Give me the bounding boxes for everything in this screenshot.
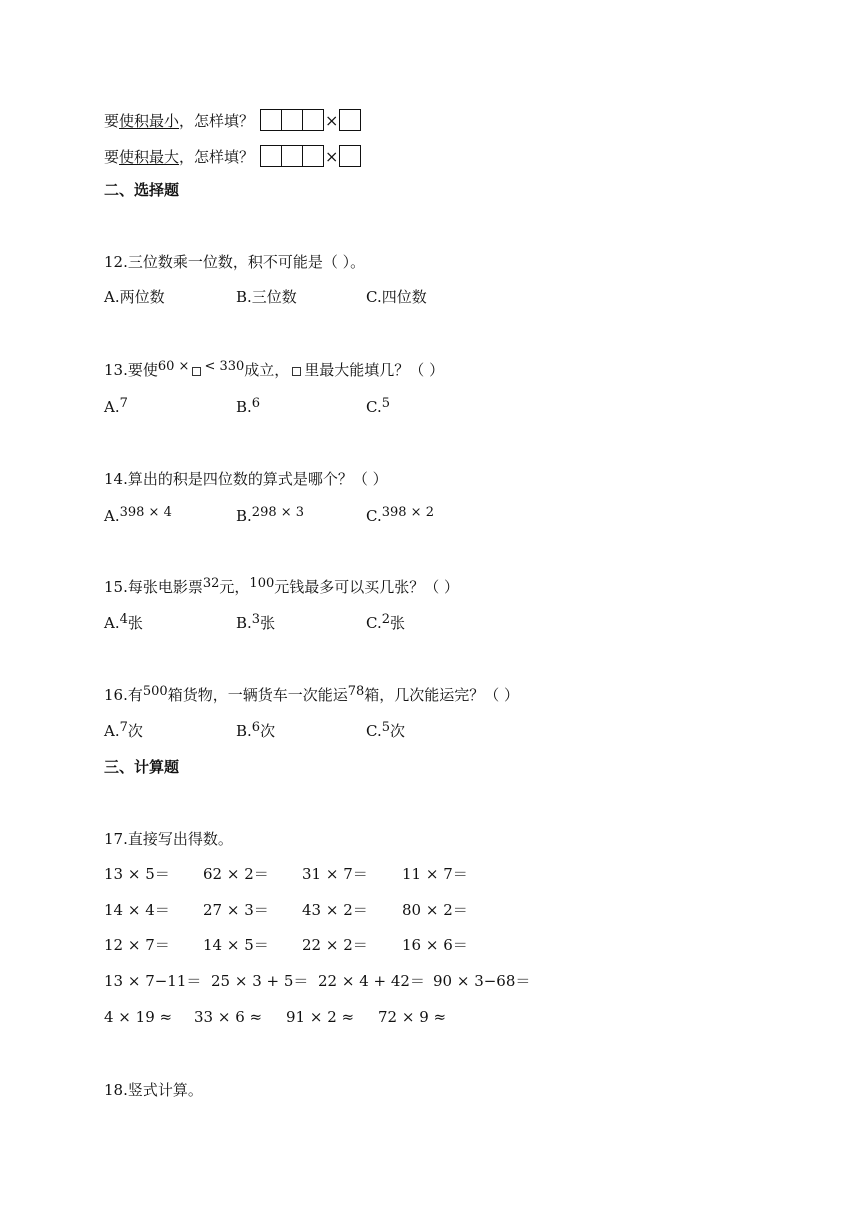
q15-number: 32 (202, 576, 220, 591)
q12-stem: 12.三位数乘一位数，积不可能是（ ）。 (104, 253, 366, 271)
option-letter: B. (236, 614, 252, 632)
calc-item: 91 × 2 ≈ (286, 1008, 355, 1026)
q13-expr2: < 330 (204, 359, 245, 374)
digit-box[interactable] (260, 145, 282, 167)
option-letter: A. (104, 398, 120, 416)
digit-box[interactable] (281, 109, 303, 131)
q15-option-b[interactable] (236, 612, 276, 632)
option-value: 4 (119, 612, 128, 627)
times-sign: × (325, 146, 339, 166)
option-unit: 张 (390, 614, 406, 632)
digit-box[interactable] (281, 145, 303, 167)
fill-row-max (104, 145, 361, 167)
q16-option-c[interactable] (366, 720, 406, 740)
q15-option-a[interactable] (104, 612, 143, 632)
calc-item: 31 × 7＝ (302, 865, 368, 883)
q16-stem (104, 684, 520, 704)
option-unit: 张 (127, 614, 143, 632)
q13-option-b[interactable] (236, 396, 261, 416)
calc-item: 43 × 2＝ (302, 901, 368, 919)
q12-option-a[interactable]: A.两位数 (104, 288, 165, 306)
option-value: 398 × 2 (381, 505, 434, 520)
q13-option-a[interactable] (104, 396, 128, 416)
three-digit-boxes[interactable] (260, 145, 324, 167)
calc-item: 25 × 3 + 5＝ (211, 972, 309, 990)
q16-option-a[interactable] (104, 720, 143, 740)
q12-option-b[interactable]: B.三位数 (236, 288, 297, 306)
fill-row-min (104, 109, 361, 131)
digit-box[interactable] (302, 109, 324, 131)
option-letter: A. (104, 722, 120, 740)
option-value: 6 (251, 720, 261, 735)
option-value: 2 (381, 612, 390, 627)
option-value: 3 (251, 612, 261, 627)
q13-pre: 13.要使 (104, 361, 158, 379)
three-digit-boxes[interactable] (260, 109, 324, 131)
calc-item: 22 × 4 + 42＝ (318, 972, 425, 990)
option-value: 298 × 3 (251, 505, 305, 520)
option-value: 398 × 4 (119, 505, 172, 520)
option-letter: A. (104, 507, 120, 525)
section-heading-choice: 二、选择题 (104, 181, 180, 199)
option-letter: B. (236, 507, 252, 525)
option-unit: 次 (260, 722, 276, 740)
calc-item: 13 × 7−11＝ (104, 972, 202, 990)
fill-prefix: 要 (104, 111, 120, 130)
one-digit-box[interactable] (339, 109, 361, 131)
fill-underlined: 使积最大 (119, 147, 180, 166)
q16-text: 箱货物，一辆货车一次能运 (167, 686, 348, 704)
q15-text: 15.每张电影票 (104, 578, 203, 596)
q13-post: 成立， (244, 361, 290, 379)
option-unit: 张 (260, 614, 276, 632)
calc-item: 27 × 3＝ (203, 901, 269, 919)
calc-item: 22 × 2＝ (302, 936, 368, 954)
q13-expr1: 60 × (157, 359, 190, 374)
q14-option-c[interactable] (366, 505, 434, 525)
option-value: 7 (119, 720, 128, 735)
fill-suffix: ，怎样填？ (179, 147, 255, 166)
option-value: 7 (119, 396, 128, 411)
q13-stem (104, 359, 445, 379)
digit-box[interactable] (260, 109, 282, 131)
option-unit: 次 (127, 722, 143, 740)
calc-item: 16 × 6＝ (402, 936, 468, 954)
option-letter: B. (236, 722, 252, 740)
option-value: 5 (381, 396, 390, 411)
q16-number: 78 (347, 684, 365, 699)
digit-box[interactable] (339, 145, 361, 167)
calc-item: 72 × 9 ≈ (378, 1008, 447, 1026)
calc-item: 13 × 5＝ (104, 865, 170, 883)
fill-prefix: 要 (104, 147, 120, 166)
calc-item: 4 × 19 ≈ (104, 1008, 173, 1026)
fill-suffix: ，怎样填？ (179, 111, 255, 130)
q15-number: 100 (249, 576, 275, 591)
calc-item: 80 × 2＝ (402, 901, 468, 919)
calc-item: 14 × 5＝ (203, 936, 269, 954)
option-letter: B. (236, 398, 252, 416)
section-heading-calc: 三、计算题 (104, 758, 180, 776)
q14-stem: 14.算出的积是四位数的算式是哪个？（ ） (104, 470, 388, 488)
q16-text: 箱，几次能运完？（ ） (364, 686, 520, 704)
q15-text: 元钱最多可以买几张？（ ） (274, 578, 460, 596)
q14-option-b[interactable] (236, 505, 305, 525)
calc-item: 33 × 6 ≈ (194, 1008, 263, 1026)
q14-option-a[interactable] (104, 505, 172, 525)
blank-box-icon (192, 367, 201, 376)
q13-option-c[interactable] (366, 396, 390, 416)
option-letter: C. (366, 722, 382, 740)
option-letter: C. (366, 507, 382, 525)
option-letter: C. (366, 398, 382, 416)
times-sign: × (325, 110, 339, 130)
q15-text: 元， (219, 578, 250, 596)
q13-post2: 里最大能填几？（ ） (304, 361, 445, 379)
calc-item: 90 × 3−68＝ (433, 972, 531, 990)
calc-item: 62 × 2＝ (203, 865, 269, 883)
q12-option-c[interactable]: C.四位数 (366, 288, 427, 306)
fill-underlined: 使积最小 (119, 111, 180, 130)
q15-option-c[interactable] (366, 612, 406, 632)
blank-box-icon (292, 367, 301, 376)
q16-option-b[interactable] (236, 720, 276, 740)
q16-number: 500 (142, 684, 168, 699)
calc-item: 11 × 7＝ (402, 865, 468, 883)
calc-item: 14 × 4＝ (104, 901, 170, 919)
digit-box[interactable] (302, 145, 324, 167)
calc-item: 12 × 7＝ (104, 936, 170, 954)
q17-stem: 17.直接写出得数。 (104, 830, 233, 848)
option-letter: A. (104, 614, 120, 632)
option-letter: C. (366, 614, 382, 632)
q18-stem: 18.竖式计算。 (104, 1081, 203, 1099)
q15-stem (104, 576, 460, 596)
option-value: 5 (381, 720, 390, 735)
option-value: 6 (251, 396, 261, 411)
q16-text: 16.有 (104, 686, 143, 704)
digit-box[interactable] (339, 109, 361, 131)
one-digit-box[interactable] (339, 145, 361, 167)
option-unit: 次 (390, 722, 406, 740)
